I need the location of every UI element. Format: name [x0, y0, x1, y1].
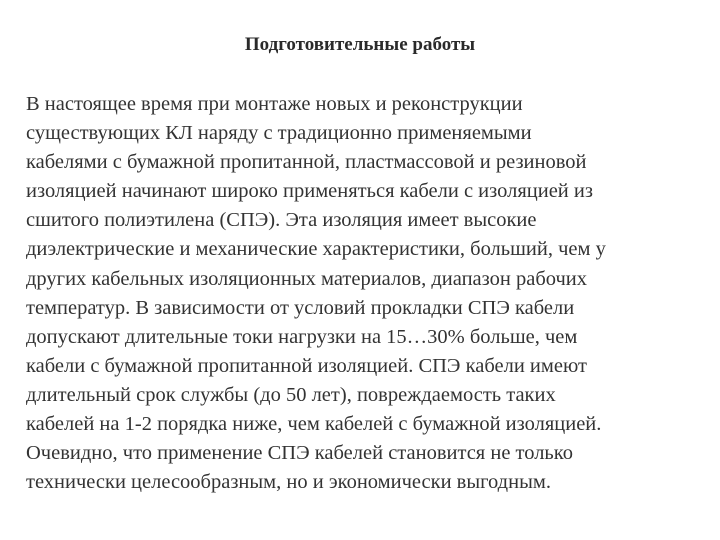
text-line: температур. В зависимости от условий прокладки СПЭ кабели [26, 296, 575, 319]
page-title: Подготовительные работы [244, 34, 476, 55]
text-line: изоляцией начинают широко применяться кабели с изоляцией из [26, 180, 593, 203]
body-text [26, 90, 716, 497]
text-line: диэлектрические и механические характеристики, больший, чем у [26, 238, 606, 261]
text-line: длительный срок службы (до 50 лет), повреждаемость таких [26, 383, 556, 406]
text-line: кабелями с бумажной пропитанной, пластмассовой и резиновой [26, 151, 587, 174]
text-line: Очевидно, что применение СПЭ кабелей становится не только [26, 442, 573, 465]
text-line: других кабельных изоляционных материалов, диапазон рабочих [26, 267, 588, 290]
text-line: кабели с бумажной пропитанной изоляцией. СПЭ кабели имеют [26, 354, 587, 377]
text-line: В настоящее время при монтаже новых и реконструкции [26, 93, 523, 115]
text-line: сшитого полиэтилена (СПЭ). Эта изоляция имеет высокие [26, 209, 537, 232]
text-line: допускают длительные токи нагрузки на 15…30% больше, чем [26, 325, 578, 348]
text-line: технически целесообразным, но и экономически выгодным. [26, 471, 551, 494]
text-line: кабелей на 1-2 порядка ниже, чем кабелей с бумажной изоляцией. [26, 413, 602, 436]
text-line: существующих КЛ наряду с традиционно применяемыми [26, 122, 532, 145]
